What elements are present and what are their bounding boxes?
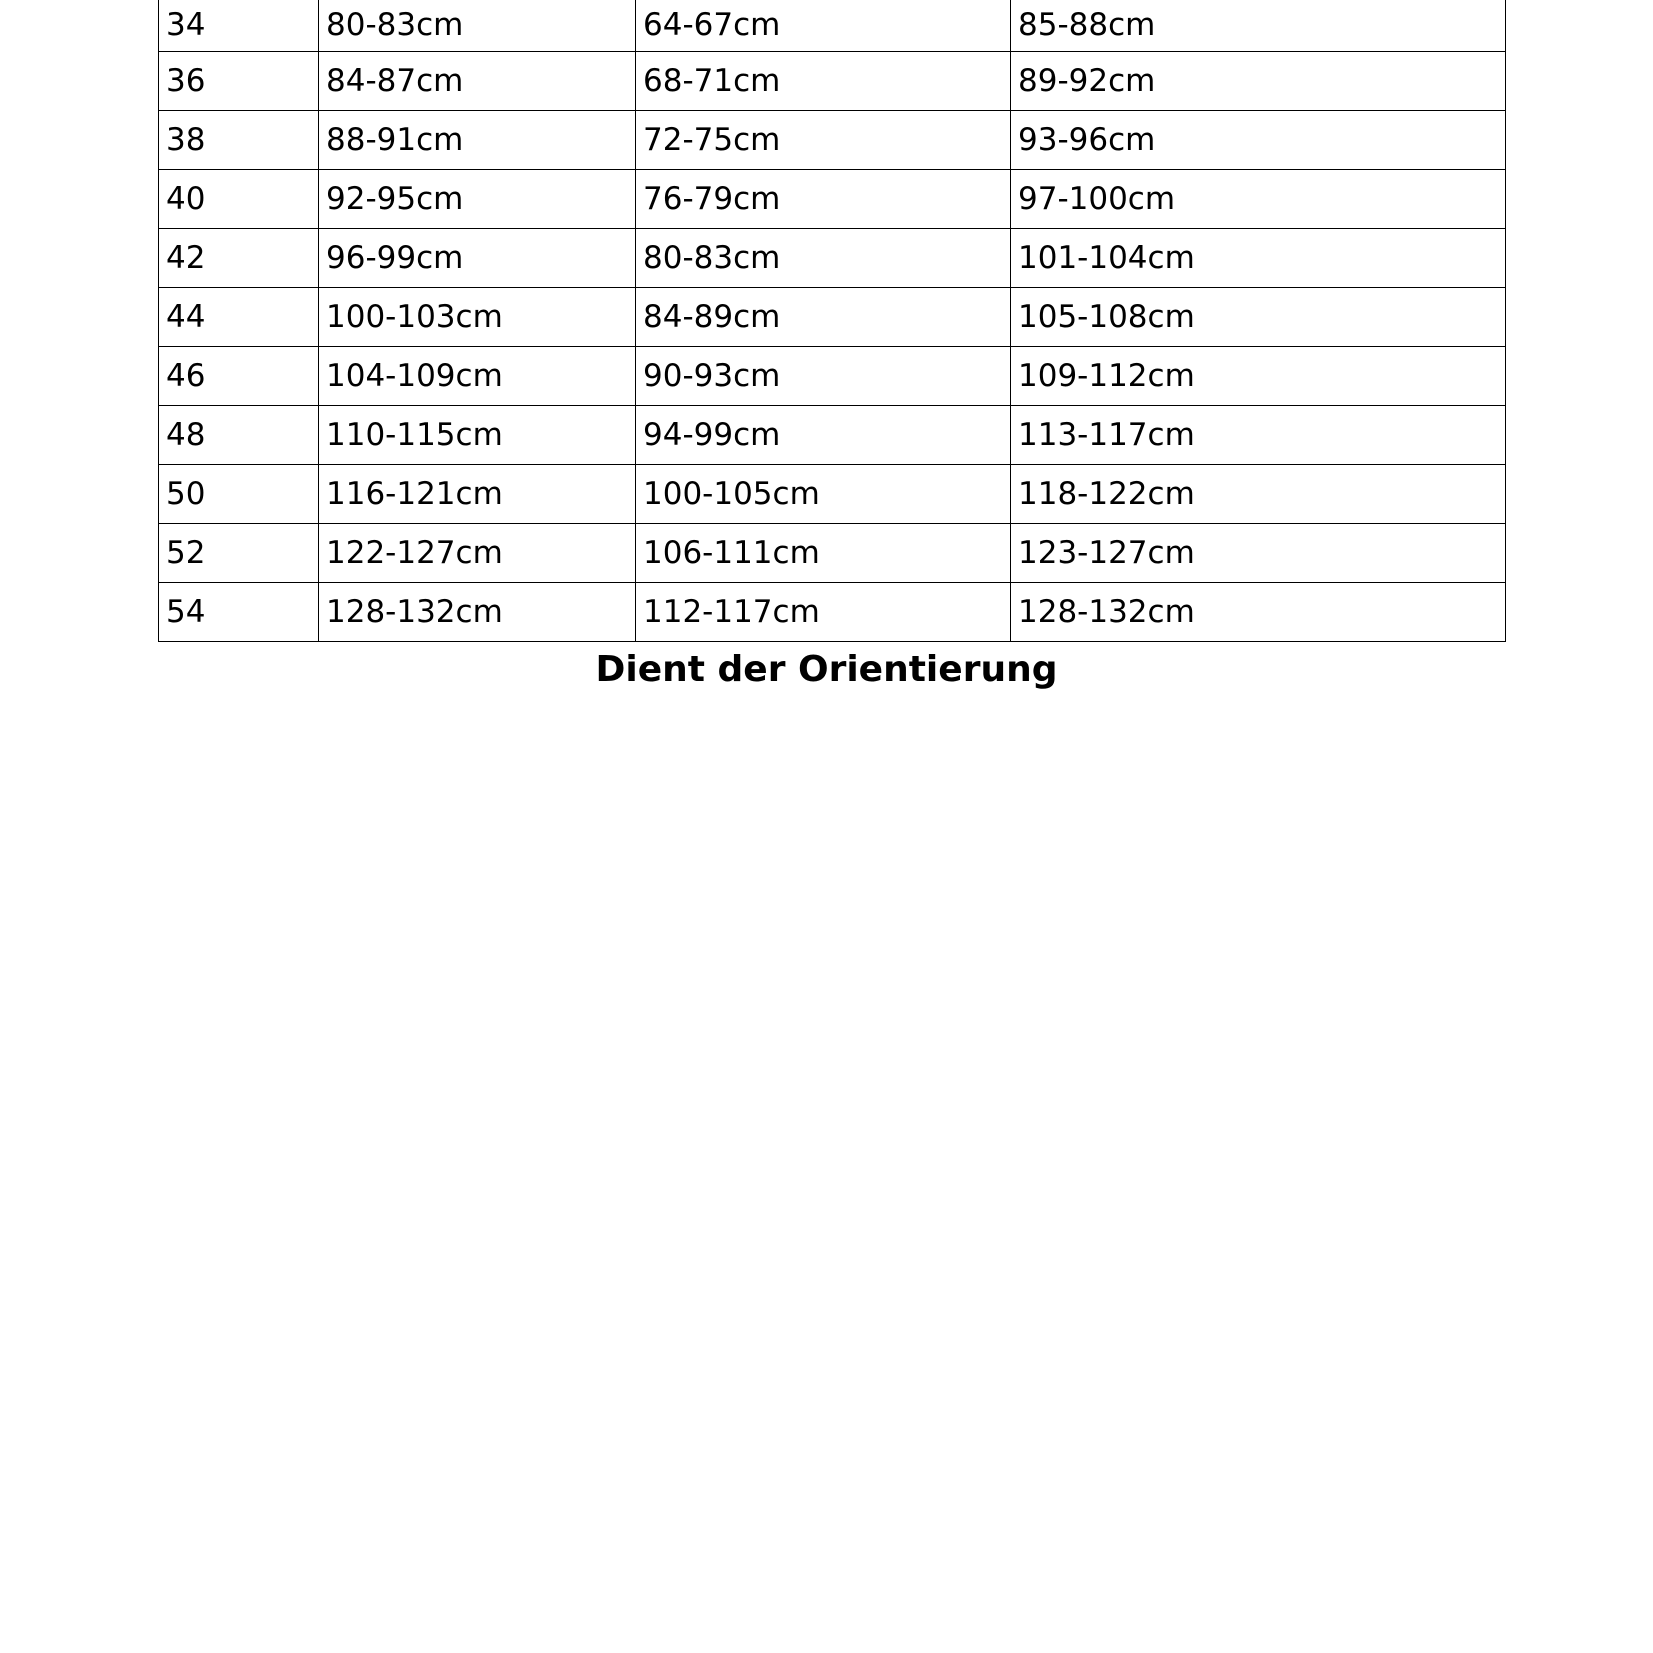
measure-cell: 89-92cm [1011,52,1506,111]
measure-cell: 116-121cm [319,465,636,524]
measure-cell: 113-117cm [1011,406,1506,465]
table-row [159,52,1506,111]
table-row [159,288,1506,347]
measure-cell: 72-75cm [636,111,1011,170]
measure-cell: 105-108cm [1011,288,1506,347]
measure-cell: 101-104cm [1011,229,1506,288]
measure-cell: 118-122cm [1011,465,1506,524]
size-table [158,0,1506,642]
measure-cell: 112-117cm [636,583,1011,642]
measure-cell: 93-96cm [1011,111,1506,170]
measure-cell: 104-109cm [319,347,636,406]
measure-cell: 90-93cm [636,347,1011,406]
size-cell: 38 [159,111,319,170]
size-cell: 52 [159,524,319,583]
table-row [159,0,1506,52]
table-row [159,465,1506,524]
measure-cell: 96-99cm [319,229,636,288]
measure-cell: 84-89cm [636,288,1011,347]
table-row [159,229,1506,288]
measure-cell: 84-87cm [319,52,636,111]
measure-cell: 92-95cm [319,170,636,229]
size-table-body [159,0,1506,642]
table-row [159,524,1506,583]
size-cell: 34 [159,0,319,52]
measure-cell: 128-132cm [1011,583,1506,642]
measure-cell: 68-71cm [636,52,1011,111]
measure-cell: 100-105cm [636,465,1011,524]
measure-cell: 85-88cm [1011,0,1506,52]
measure-cell: 128-132cm [319,583,636,642]
measure-cell: 106-111cm [636,524,1011,583]
measure-cell: 88-91cm [319,111,636,170]
orientation-note: Dient der Orientierung [595,649,1058,690]
table-row [159,406,1506,465]
size-cell: 36 [159,52,319,111]
size-cell: 42 [159,229,319,288]
table-row [159,347,1506,406]
table-row [159,111,1506,170]
size-cell: 48 [159,406,319,465]
measure-cell: 64-67cm [636,0,1011,52]
measure-cell: 110-115cm [319,406,636,465]
table-row [159,583,1506,642]
size-cell: 44 [159,288,319,347]
measure-cell: 100-103cm [319,288,636,347]
measure-cell: 80-83cm [319,0,636,52]
measure-cell: 76-79cm [636,170,1011,229]
table-row [159,170,1506,229]
size-cell: 46 [159,347,319,406]
size-cell: 50 [159,465,319,524]
measure-cell: 122-127cm [319,524,636,583]
measure-cell: 109-112cm [1011,347,1506,406]
measure-cell: 123-127cm [1011,524,1506,583]
measure-cell: 94-99cm [636,406,1011,465]
measure-cell: 97-100cm [1011,170,1506,229]
measure-cell: 80-83cm [636,229,1011,288]
size-cell: 40 [159,170,319,229]
size-cell: 54 [159,583,319,642]
